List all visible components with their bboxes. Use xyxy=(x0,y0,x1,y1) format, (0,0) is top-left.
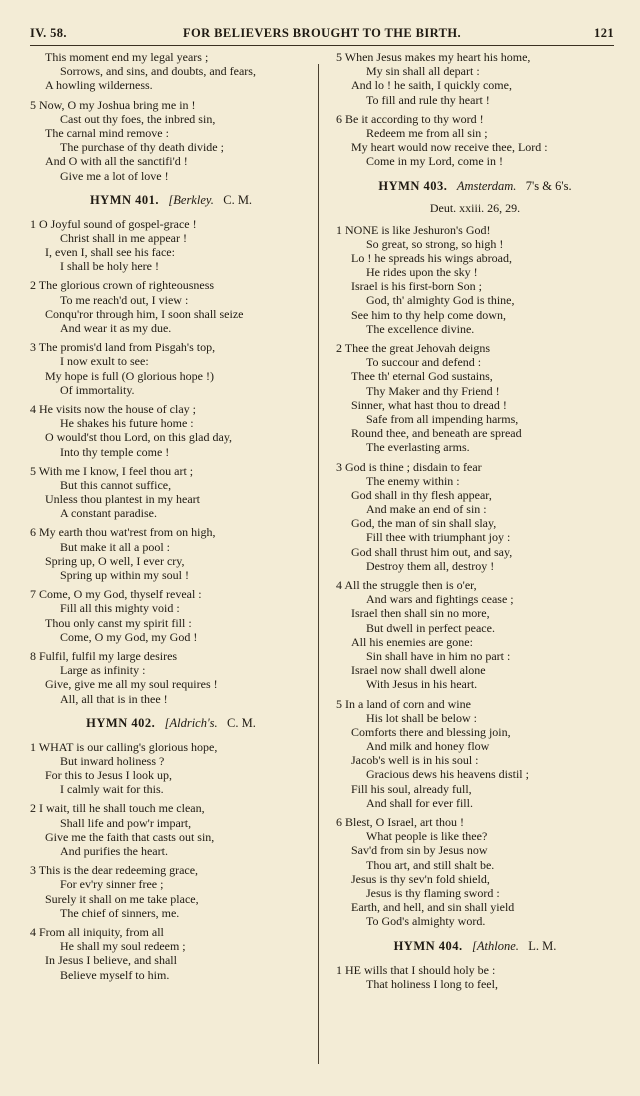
hymn-402-continuation xyxy=(336,50,614,169)
verse-line: 4 He visits now the house of clay ; xyxy=(30,401,196,416)
verse-line: Round thee, and beneath are spread xyxy=(351,426,522,441)
verse-line: I now exult to see: xyxy=(60,354,149,369)
verse-line: So great, so strong, so high ! xyxy=(366,236,504,251)
verse-line: God shall in thy flesh appear, xyxy=(351,487,492,502)
hymn-403-title xyxy=(336,178,614,194)
verse-line: I, even I, shall see his face: xyxy=(45,245,175,260)
verse-line: But inward holiness ? xyxy=(60,753,165,768)
verse-line: Into thy temple come ! xyxy=(60,444,170,459)
verse-line: 5 When Jesus makes my heart his home, xyxy=(336,50,531,64)
verse-line: Conqu'ror through him, I soon shall seize xyxy=(45,306,244,321)
verse-line: Fill all this mighty void : xyxy=(60,601,180,616)
verse-line: I calmly wait for this. xyxy=(60,782,164,797)
verse-line: 5 In a land of corn and wine xyxy=(336,696,471,711)
running-head xyxy=(30,26,614,44)
verse-line: Gracious dews his heavens distil ; xyxy=(366,767,529,782)
verse-line: Give, give me all my soul requires ! xyxy=(45,677,218,692)
verse-line: Of immortality. xyxy=(60,382,135,397)
verse-line: My sin shall all depart : xyxy=(366,64,480,79)
verse-line: That holiness I long to feel, xyxy=(366,976,498,991)
verse-line: 6 Be it according to thy word ! xyxy=(336,111,484,126)
verse-line: What people is like thee? xyxy=(366,829,488,844)
verse-line: Jesus is thy flaming sword : xyxy=(366,885,500,900)
verse-line: Spring up, O well, I ever cry, xyxy=(45,553,185,568)
verse-line: The everlasting arms. xyxy=(366,440,470,455)
verse-line: Surely it shall on me take place, xyxy=(45,891,199,906)
stanza xyxy=(336,815,614,929)
verse-line: For ev'ry sinner free ; xyxy=(60,877,164,892)
hymn-number: HYMN 402. xyxy=(86,715,156,730)
hymn-number: HYMN 404. xyxy=(393,938,463,953)
verse-line: Earth, and hell, and sin shall yield xyxy=(351,900,515,915)
verse-line: To me reach'd out, I view : xyxy=(60,292,189,307)
stanza xyxy=(30,525,312,582)
meter: C. M. xyxy=(223,192,253,207)
verse-line: See him to thy help come down, xyxy=(351,307,506,322)
stanza xyxy=(336,223,614,337)
verse-line: 6 My earth thou wat'rest from on high, xyxy=(30,525,216,540)
verse-line: Christ shall in me appear ! xyxy=(60,230,187,245)
verse-line: 1 O Joyful sound of gospel-grace ! xyxy=(30,216,197,231)
tune-name: [Berkley. xyxy=(168,192,214,207)
hymn-403-body xyxy=(336,223,614,929)
verse-line: Thou only canst my spirit fill : xyxy=(45,615,192,630)
stanza xyxy=(336,460,614,574)
stanza xyxy=(336,50,614,107)
stanza xyxy=(336,697,614,811)
verse-line: 2 I wait, till he shall touch me clean, xyxy=(30,801,205,816)
verse-line: Cast out thy foes, the inbred sin, xyxy=(60,111,216,126)
verse-line: 5 Now, O my Joshua bring me in ! xyxy=(30,97,196,112)
verse-line: Jacob's well is in his soul : xyxy=(351,753,479,768)
hymn-401-body xyxy=(30,217,312,706)
verse-line: Redeem me from all sin ; xyxy=(366,125,488,140)
meter: L. M. xyxy=(528,938,557,953)
verse-line: All, all that is in thee ! xyxy=(60,691,168,706)
stanza xyxy=(336,112,614,169)
verse-line: 3 God is thine ; disdain to fear xyxy=(336,459,482,474)
verse-line: Large as infinity : xyxy=(60,663,146,678)
left-column xyxy=(30,50,312,987)
verse-line: Sin shall have in him no part : xyxy=(366,648,511,663)
verse-line: 3 This is the dear redeeming grace, xyxy=(30,863,199,878)
verse-line: Shall life and pow'r impart, xyxy=(60,815,192,830)
verse-line: O would'st thou Lord, on this glad day, xyxy=(45,430,233,445)
verse-line: The purchase of thy death divide ; xyxy=(60,140,224,155)
stanza xyxy=(30,863,312,920)
verse-line: The enemy within : xyxy=(366,473,460,488)
hymn-402-body xyxy=(30,740,312,982)
verse-line: God, the man of sin shall slay, xyxy=(351,516,497,531)
verse-line: He shakes his future home : xyxy=(60,416,194,431)
verse-line: Come, O my God, my God ! xyxy=(60,629,198,644)
stanza xyxy=(30,340,312,397)
page-heading: FOR BELIEVERS BROUGHT TO THE BIRTH. xyxy=(183,26,461,40)
verse-line: His lot shall be below : xyxy=(366,710,477,725)
tune-name: [Aldrich's. xyxy=(164,715,218,730)
verse-line: Destroy them all, destroy ! xyxy=(366,558,495,573)
stanza xyxy=(336,578,614,692)
stanza xyxy=(30,464,312,521)
stanza xyxy=(30,217,312,274)
verse-line: All his enemies are gone: xyxy=(351,634,473,649)
hymn-404-body xyxy=(336,963,614,991)
verse-line: A constant paradise. xyxy=(60,506,157,521)
verse-line: 5 With me I know, I feel thou art ; xyxy=(30,463,194,478)
stanza xyxy=(30,50,312,93)
scripture-reference: Deut. xxiii. 26, 29. xyxy=(429,200,521,215)
verse-line: Give me the faith that casts out sin, xyxy=(45,829,215,844)
hymn-number: HYMN 401. xyxy=(89,192,160,207)
verse-line: God, th' almighty God is thine, xyxy=(366,293,515,308)
verse-line: And shall for ever fill. xyxy=(366,795,473,810)
hymn-401-title xyxy=(30,192,312,208)
verse-line: This moment end my legal years ; xyxy=(45,50,209,64)
verse-line: Thee th' eternal God sustains, xyxy=(351,369,493,384)
verse-line: Believe myself to him. xyxy=(60,967,170,982)
verse-line: To fill and rule thy heart ! xyxy=(366,92,490,107)
hymn-402-title xyxy=(30,715,312,731)
hymn-400-continuation xyxy=(30,50,312,183)
verse-line: The carnal mind remove : xyxy=(45,125,169,140)
stanza xyxy=(30,278,312,335)
verse-line: And wear it as my due. xyxy=(60,321,172,335)
verse-line: Sav'd from sin by Jesus now xyxy=(351,843,488,858)
stanza xyxy=(30,649,312,706)
verse-line: And lo ! he saith, I quickly come, xyxy=(351,78,512,93)
verse-line: Lo ! he spreads his wings abroad, xyxy=(351,250,512,265)
verse-line: The excellence divine. xyxy=(366,321,475,336)
verse-line: Safe from all impending harms, xyxy=(366,411,519,426)
verse-line: My heart would now receive thee, Lord : xyxy=(351,140,548,155)
verse-line: 3 The promis'd land from Pisgah's top, xyxy=(30,340,216,355)
verse-line: I shall be holy here ! xyxy=(60,259,159,274)
verse-line: A howling wilderness. xyxy=(45,78,153,93)
verse-line: Israel then shall sin no more, xyxy=(351,606,490,621)
verse-line: To God's almighty word. xyxy=(366,914,486,929)
verse-line: But this cannot suffice, xyxy=(60,477,172,492)
verse-line: Thou art, and still shalt be. xyxy=(366,857,495,872)
verse-line: The chief of sinners, me. xyxy=(60,905,180,920)
stanza xyxy=(336,963,614,991)
verse-line: But dwell in perfect peace. xyxy=(366,620,495,635)
verse-line: For this to Jesus I look up, xyxy=(45,768,173,783)
verse-line: 4 All the struggle then is o'er, xyxy=(336,578,477,592)
verse-line: 6 Blest, O Israel, art thou ! xyxy=(336,815,464,829)
stanza xyxy=(30,925,312,982)
stanza xyxy=(30,98,312,183)
verse-line: And wars and fightings cease ; xyxy=(366,592,514,607)
meter: 7's & 6's. xyxy=(525,178,572,193)
stanza xyxy=(336,341,614,455)
verse-line: Fill his soul, already full, xyxy=(351,781,472,796)
verse-line: And make an end of sin : xyxy=(366,502,487,517)
verse-line: God shall thrust him out, and say, xyxy=(351,544,513,559)
verse-line: And milk and honey flow xyxy=(366,739,490,754)
verse-line: With Jesus in his heart. xyxy=(366,677,478,692)
verse-line: And O with all the sanctifi'd ! xyxy=(45,154,188,169)
stanza xyxy=(30,587,312,644)
verse-line: Fill thee with triumphant joy : xyxy=(366,530,511,545)
meter: C. M. xyxy=(227,715,256,730)
verse-line: Comforts there and blessing join, xyxy=(351,724,511,739)
section-number: IV. 58. xyxy=(30,26,67,40)
verse-line: My hope is full (O glorious hope !) xyxy=(45,368,214,383)
page-number: 121 xyxy=(594,26,614,40)
verse-line: 2 Thee the great Jehovah deigns xyxy=(336,341,491,355)
stanza xyxy=(30,740,312,797)
verse-line: Give me a lot of love ! xyxy=(60,168,169,183)
verse-line: Unless thou plantest in my heart xyxy=(45,492,200,507)
verse-line: Sorrows, and sins, and doubts, and fears, xyxy=(60,64,256,79)
verse-line: Jesus is thy sev'n fold shield, xyxy=(351,871,490,886)
verse-line: 2 The glorious crown of righteousness xyxy=(30,278,215,293)
verse-line: 1 NONE is like Jeshuron's God! xyxy=(336,222,491,237)
tune-name: [Athlone. xyxy=(472,938,519,953)
hymn-404-title xyxy=(336,938,614,954)
verse-line: 8 Fulfil, fulfil my large desires xyxy=(30,648,178,663)
verse-line: Israel is his first-born Son ; xyxy=(351,279,482,294)
verse-line: 7 Come, O my God, thyself reveal : xyxy=(30,587,202,602)
verse-line: But make it all a pool : xyxy=(60,539,170,554)
verse-line: In Jesus I believe, and shall xyxy=(45,953,177,968)
right-column xyxy=(336,50,614,996)
verse-line: He shall my soul redeem ; xyxy=(60,939,186,954)
tune-name: Amsterdam. xyxy=(456,178,517,193)
verse-line: He rides upon the sky ! xyxy=(366,265,478,280)
column-divider xyxy=(318,64,319,1064)
verse-line: Israel now shall dwell alone xyxy=(351,663,486,678)
verse-line: 1 HE wills that I should holy be : xyxy=(336,962,496,977)
verse-line: Spring up within my soul ! xyxy=(60,568,190,582)
verse-line: And purifies the heart. xyxy=(60,844,168,858)
verse-line: Thy Maker and thy Friend ! xyxy=(366,383,500,398)
verse-line: Sinner, what hast thou to dread ! xyxy=(351,397,507,412)
verse-line: 4 From all iniquity, from all xyxy=(30,924,164,939)
stanza xyxy=(30,801,312,858)
verse-line: 1 WHAT is our calling's glorious hope, xyxy=(30,739,218,754)
verse-line: To succour and defend : xyxy=(366,355,482,370)
header-rule xyxy=(30,45,614,46)
stanza xyxy=(30,402,312,459)
hymn-number: HYMN 403. xyxy=(378,178,448,193)
verse-line: Come in my Lord, come in ! xyxy=(366,154,503,169)
